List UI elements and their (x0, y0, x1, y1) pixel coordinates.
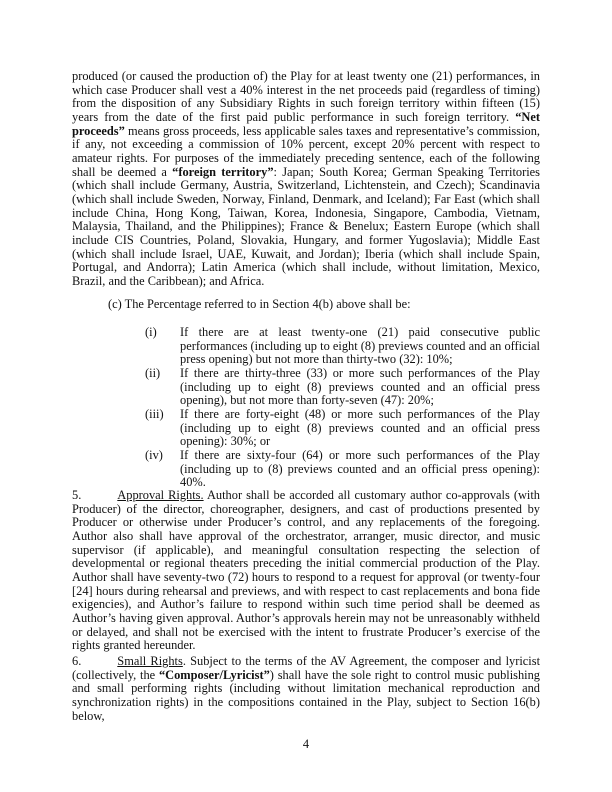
page-number: 4 (302, 737, 310, 751)
text: : Japan; South Korea; German Speaking Territories (which shall include Germany, Austria, Switzerland, Lichtenstein, and Czech); Scandinavia (which shall include Sweden, Norway, Finland, Denmark, and Iceland); Far East (which shall include China, Hong Kong, Taiwan, Korea, Indonesia, Singapore, Cambodia, Vietnam, Malaysia, Thailand, and the Philippines); France & Benelux; Eastern Europe (which shall include CIS Countries, Poland, Slovakia, Hungary, and former Yugoslavia); Middle East (which shall include Israel, UAE, Kuwait, and Jordan); Iberia (which shall include Spain, Portugal, and Andorra); Latin America (which shall include, without limitation, Mexico, Brazil, and the Caribbean); and Africa. (72, 164, 540, 288)
term-foreign-territory: “foreign territory” (172, 164, 274, 179)
section-text: ) shall have the sole right to control music publishing and small performing rights (including without limitation mechanical reproduction and synchronization rights) in the compositions contained in the Play, subject to Section 16(b) below, (72, 667, 540, 723)
subsection-c: (c) The Percentage referred to in Section 4(b) above shall be: (108, 297, 411, 311)
section-5-approval-rights (72, 489, 540, 653)
item-text: If there are at least twenty-one (21) paid consecutive public performances (including up to eight (8) previews counted and an official press opening) but not more than thirty-two (32): 10%; (180, 325, 540, 367)
list-item (145, 326, 540, 367)
section-heading: Small Rights (117, 654, 183, 668)
section-number: 5. (72, 488, 82, 502)
list-item (145, 449, 540, 490)
term-net-proceeds: “Net proceeds” (72, 109, 540, 138)
list-item (145, 408, 540, 449)
item-text: If there are sixty-four (64) or more such performances of the Play (including up to (8) previews counted and an official press opening): 40%. (180, 448, 540, 490)
section-text: Author shall be accorded all customary author co-approvals (with Producer) of the director, choreographer, designers, and cast of productions presented by Producer or otherwise under Producer’s control, and any replacements of the foregoing. Author also shall have approval of the orchestrator, arranger, music director, and music supervisor (if applicable), and meaningful consultation respecting the selection of developmental or regional theaters preceding the initial commercial production of the Play. Author shall have seventy-two (72) hours to respond to a request for approval (or twenty-four [24] hours during rehearsal and previews, and with respect to cast replacements and bona fide exigencies), and Author’s failure to respond within such time period shall be deemed as Author’s having given approval. Author’s approvals herein may not be unreasonably withheld or delayed, and shall not be exercised with the intent to frustrate Producer’s exercise of the rights granted hereunder. (72, 488, 541, 653)
section-text: . Subject to the terms of the AV Agreement, the composer and lyricist (collectively, the (72, 654, 541, 682)
list-item (145, 367, 540, 408)
text: means gross proceeds, less applicable sales taxes and representative’s commission, if any, not exceeding a commission of 10% percent, except 20% percent with respect to amateur rights. For purposes of the immediately preceding sentence, each of the following shall be deemed a (72, 123, 540, 179)
item-label: (ii) (145, 366, 161, 380)
item-label: (iii) (145, 407, 164, 421)
section-6-small-rights (72, 655, 540, 723)
item-text: If there are forty-eight (48) or more such performances of the Play (including up to eight (8) previews counted and an official press opening): 30%; or (180, 407, 540, 449)
section-heading: Approval Rights. (117, 488, 204, 502)
item-label: (i) (145, 325, 157, 339)
section-number: 6. (72, 654, 82, 668)
paragraph-foreign-territory (72, 70, 540, 289)
term-composer-lyricist: “Composer/Lyricist” (158, 667, 270, 682)
item-label: (iv) (145, 448, 163, 462)
text: produced (or caused the production of) the Play for at least twenty one (21) performances, in which case Producer shall vest a 40% interest in the net proceeds paid (regardless of timing) from the disposition of any Subsidiary Rights in such foreign territory within fifteen (15) years from the date of the first paid public performance in such foreign territory. (72, 69, 540, 124)
item-text: If there are thirty-three (33) or more such performances of the Play (including up to eight (8) previews counted and an official press opening), but not more than forty-seven (47): 20%; (180, 366, 540, 408)
